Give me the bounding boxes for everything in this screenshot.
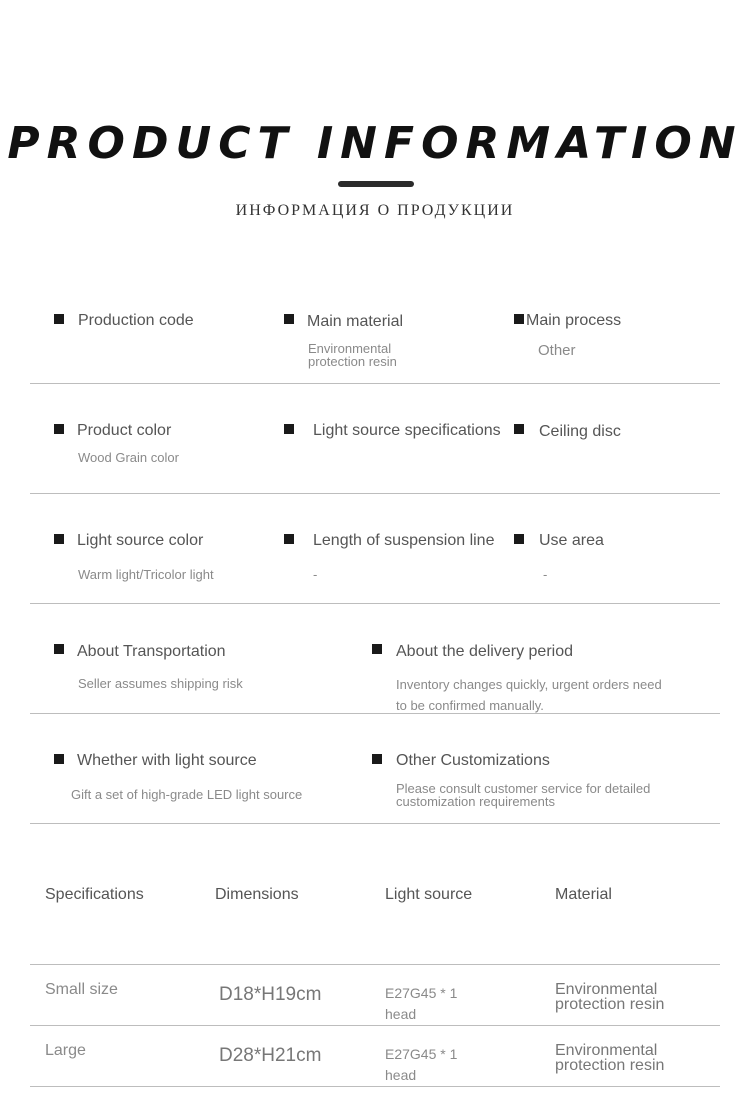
table-header-dimensions: Dimensions xyxy=(215,886,299,903)
suspension-length-label: Length of suspension line xyxy=(313,532,495,549)
main-process-label: Main process xyxy=(526,312,622,329)
square-bullet-icon xyxy=(514,424,524,434)
square-bullet-icon xyxy=(54,644,64,654)
page-title: PRODUCT INFORMATION xyxy=(7,118,743,169)
square-bullet-icon xyxy=(514,314,524,324)
table-cell-spec: Large xyxy=(45,1042,86,1059)
title-underline xyxy=(338,181,414,187)
suspension-length-value: - xyxy=(313,567,318,582)
page-subtitle: ИНФОРМАЦИЯ О ПРОДУКЦИИ xyxy=(235,202,515,219)
square-bullet-icon xyxy=(54,534,64,544)
square-bullet-icon xyxy=(514,534,524,544)
light-source-color-label: Light source color xyxy=(77,532,204,549)
main-material-label: Main material xyxy=(307,313,404,330)
product-color-value: Wood Grain color xyxy=(78,450,179,465)
transportation-label: About Transportation xyxy=(77,643,226,660)
use-area-label: Use area xyxy=(539,532,604,549)
table-cell-material: Environmental protection resin xyxy=(555,981,665,1013)
row-divider xyxy=(30,603,720,604)
table-divider xyxy=(30,1086,720,1087)
square-bullet-icon xyxy=(284,534,294,544)
row-divider xyxy=(30,713,720,714)
square-bullet-icon xyxy=(284,424,294,434)
main-process-value: Other xyxy=(538,342,576,359)
table-cell-light-source: E27G45 * 1 head xyxy=(385,1046,458,1083)
with-light-source-value: Gift a set of high-grade LED light source xyxy=(71,787,303,802)
customizations-label: Other Customizations xyxy=(396,752,550,769)
table-cell-light-source: E27G45 * 1 head xyxy=(385,985,458,1022)
light-source-specs-label: Light source specifications xyxy=(313,422,501,439)
row-divider xyxy=(30,383,720,384)
with-light-source-label: Whether with light source xyxy=(77,752,257,769)
square-bullet-icon xyxy=(284,314,294,324)
delivery-period-label: About the delivery period xyxy=(396,643,573,660)
light-source-color-value: Warm light/Tricolor light xyxy=(78,567,214,582)
square-bullet-icon xyxy=(54,754,64,764)
table-cell-dimensions: D28*H21cm xyxy=(219,1045,322,1066)
table-divider xyxy=(30,1025,720,1026)
delivery-period-value: Inventory changes quickly, urgent orders need to be confirmed manually. xyxy=(396,677,662,713)
square-bullet-icon xyxy=(372,644,382,654)
square-bullet-icon xyxy=(54,424,64,434)
table-cell-spec: Small size xyxy=(45,981,118,998)
product-color-label: Product color xyxy=(77,422,172,439)
customizations-value: Please consult customer service for detailed customization requirements xyxy=(396,781,651,809)
square-bullet-icon xyxy=(372,754,382,764)
ceiling-disc-label: Ceiling disc xyxy=(539,423,621,440)
table-header-material: Material xyxy=(555,886,612,903)
use-area-value: - xyxy=(543,567,548,582)
transportation-value: Seller assumes shipping risk xyxy=(78,676,243,691)
production-code-label: Production code xyxy=(78,312,194,329)
table-header-light-source: Light source xyxy=(385,886,473,903)
table-divider xyxy=(30,964,720,965)
row-divider xyxy=(30,493,720,494)
table-cell-material: Environmental protection resin xyxy=(555,1042,665,1074)
row-divider xyxy=(30,823,720,824)
square-bullet-icon xyxy=(54,314,64,324)
main-material-value: Environmental protection resin xyxy=(308,341,397,369)
table-header-specifications: Specifications xyxy=(45,886,144,903)
table-cell-dimensions: D18*H19cm xyxy=(219,984,322,1005)
